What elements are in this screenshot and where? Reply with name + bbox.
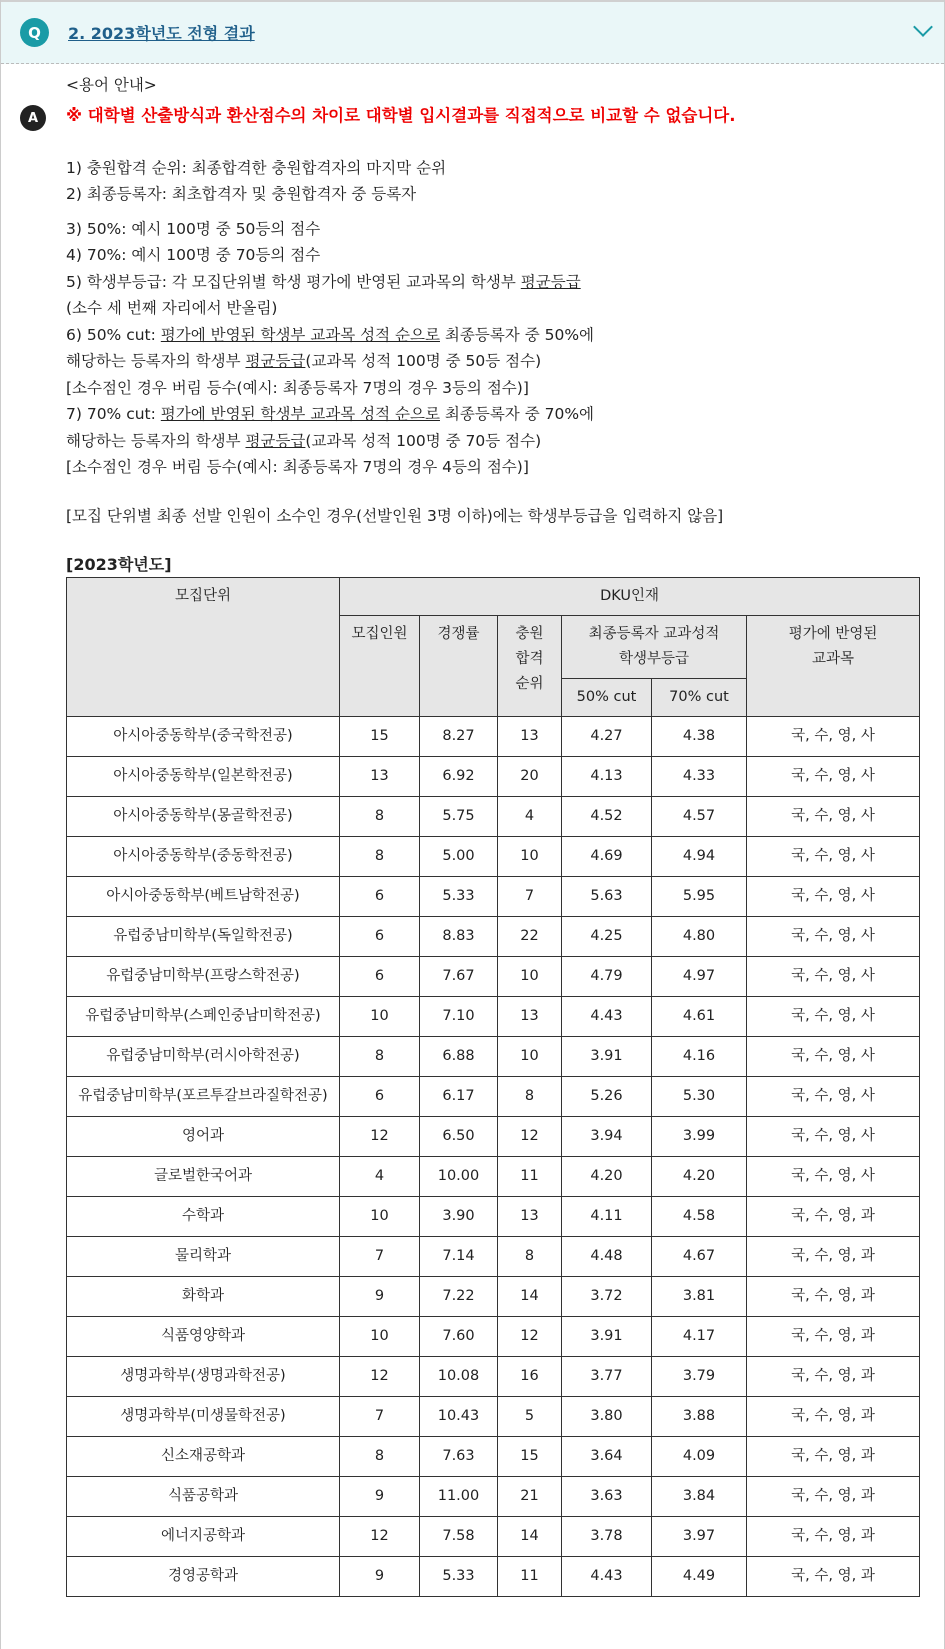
cell-cut50: 3.91 [562, 1317, 652, 1357]
cell-unit: 에너지공학과 [67, 1517, 340, 1557]
cell-count: 4 [340, 1157, 420, 1197]
cell-rank: 7 [498, 877, 562, 917]
cell-cut70: 4.17 [652, 1317, 747, 1357]
cell-rank: 8 [498, 1237, 562, 1277]
cell-cut70: 4.94 [652, 837, 747, 877]
cell-unit: 신소재공학과 [67, 1437, 340, 1477]
cell-unit: 물리학과 [67, 1237, 340, 1277]
table-row [67, 1477, 920, 1517]
cell-unit: 유럽중남미학부(러시아학전공) [67, 1037, 340, 1077]
cell-subjects: 국, 수, 영, 과 [747, 1477, 920, 1517]
cell-unit: 수학과 [67, 1197, 340, 1237]
cell-rank: 16 [498, 1357, 562, 1397]
cell-count: 13 [340, 757, 420, 797]
cell-unit: 유럽중남미학부(스페인중남미학전공) [67, 997, 340, 1037]
cell-subjects: 국, 수, 영, 사 [747, 717, 920, 757]
cell-subjects: 국, 수, 영, 과 [747, 1317, 920, 1357]
table-row [67, 1197, 920, 1237]
cell-rate: 10.43 [420, 1397, 498, 1437]
table-row [67, 1397, 920, 1437]
cell-cut70: 3.84 [652, 1477, 747, 1517]
cell-subjects: 국, 수, 영, 사 [747, 1157, 920, 1197]
cell-count: 12 [340, 1357, 420, 1397]
cell-unit: 유럽중남미학부(포르투갈브라질학전공) [67, 1077, 340, 1117]
cell-count: 6 [340, 917, 420, 957]
header-grade: 최종등록자 교과성적 학생부등급 [562, 616, 747, 679]
guide-line: 3) 50%: 예시 100명 중 50등의 점수 [66, 219, 321, 238]
cell-cut70: 4.38 [652, 717, 747, 757]
guide-line-6b: 해당하는 등록자의 학생부 평균등급(교과목 성적 100명 중 50등 점수) [66, 352, 542, 370]
cell-count: 12 [340, 1517, 420, 1557]
cell-subjects: 국, 수, 영, 사 [747, 877, 920, 917]
header-rate: 경쟁률 [420, 616, 498, 717]
cell-subjects: 국, 수, 영, 사 [747, 1077, 920, 1117]
cell-cut70: 4.61 [652, 997, 747, 1037]
cell-rank: 11 [498, 1557, 562, 1597]
cell-cut50: 5.26 [562, 1077, 652, 1117]
guide-line: 2) 최종등록자: 최초합격자 및 충원합격자 중 등록자 [66, 185, 417, 203]
cell-rate: 7.10 [420, 997, 498, 1037]
cell-rank: 20 [498, 757, 562, 797]
cell-subjects: 국, 수, 영, 사 [747, 1117, 920, 1157]
cell-count: 10 [340, 1197, 420, 1237]
cell-unit: 식품공학과 [67, 1477, 340, 1517]
cell-rate: 10.00 [420, 1157, 498, 1197]
table-row [67, 1157, 920, 1197]
cell-count: 6 [340, 957, 420, 997]
cell-count: 12 [340, 1117, 420, 1157]
header-70cut: 70% cut [652, 679, 747, 717]
table-row [67, 1517, 920, 1557]
table-row [67, 717, 920, 757]
cell-cut50: 4.79 [562, 957, 652, 997]
cell-rate: 5.33 [420, 1557, 498, 1597]
table-row [67, 997, 920, 1037]
cell-rate: 7.14 [420, 1237, 498, 1277]
cell-cut50: 3.78 [562, 1517, 652, 1557]
cell-unit: 아시아중동학부(중국학전공) [67, 717, 340, 757]
table-row [67, 877, 920, 917]
note-text: [모집 단위별 최종 선발 인원이 소수인 경우(선발인원 3명 이하)에는 학생부등급을 입력하지 않음] [66, 506, 724, 525]
cell-cut50: 3.63 [562, 1477, 652, 1517]
cell-cut50: 4.25 [562, 917, 652, 957]
cell-subjects: 국, 수, 영, 과 [747, 1237, 920, 1277]
cell-cut50: 3.64 [562, 1437, 652, 1477]
guide-line-7c: [소수점인 경우 버림 등수(예시: 최종등록자 7명의 경우 4등의 점수)] [66, 458, 529, 476]
header-unit: 모집단위 [67, 578, 340, 717]
cell-rate: 11.00 [420, 1477, 498, 1517]
cell-count: 8 [340, 1437, 420, 1477]
cell-rank: 10 [498, 1037, 562, 1077]
cell-cut70: 5.30 [652, 1077, 747, 1117]
cell-rate: 8.27 [420, 717, 498, 757]
table-row [67, 1277, 920, 1317]
cell-rank: 10 [498, 837, 562, 877]
cell-count: 7 [340, 1397, 420, 1437]
cell-unit: 생명과학부(생명과학전공) [67, 1357, 340, 1397]
cell-cut70: 4.20 [652, 1157, 747, 1197]
cell-cut70: 4.80 [652, 917, 747, 957]
a-badge: A [20, 105, 46, 131]
answer-body [1, 64, 944, 577]
cell-unit: 유럽중남미학부(독일학전공) [67, 917, 340, 957]
cell-rank: 10 [498, 957, 562, 997]
cell-count: 6 [340, 1077, 420, 1117]
q-badge: Q [20, 18, 49, 47]
header-subjects: 평가에 반영된 교과목 [747, 616, 920, 717]
cell-rank: 13 [498, 717, 562, 757]
cell-unit: 글로벌한국어과 [67, 1157, 340, 1197]
cell-rate: 8.83 [420, 917, 498, 957]
cell-cut50: 3.80 [562, 1397, 652, 1437]
cell-cut50: 4.52 [562, 797, 652, 837]
cell-rate: 3.90 [420, 1197, 498, 1237]
year-heading: [2023학년도] [66, 555, 172, 574]
header-count: 모집인원 [340, 616, 420, 717]
question-title[interactable]: 2. 2023학년도 전형 결과 [68, 24, 255, 43]
table-row [67, 1357, 920, 1397]
cell-rate: 7.63 [420, 1437, 498, 1477]
cell-cut70: 3.79 [652, 1357, 747, 1397]
cell-cut50: 4.27 [562, 717, 652, 757]
guide-line-7: 7) 70% cut: 평가에 반영된 학생부 교과목 성적 순으로 최종등록자 중 70%에 [66, 405, 595, 423]
cell-rank: 12 [498, 1317, 562, 1357]
cell-count: 10 [340, 997, 420, 1037]
cell-cut70: 3.81 [652, 1277, 747, 1317]
question-header[interactable] [1, 0, 944, 64]
cell-rate: 5.00 [420, 837, 498, 877]
cell-cut70: 4.09 [652, 1437, 747, 1477]
cell-rank: 14 [498, 1277, 562, 1317]
table-row [67, 917, 920, 957]
cell-unit: 유럽중남미학부(프랑스학전공) [67, 957, 340, 997]
cell-rank: 11 [498, 1157, 562, 1197]
cell-cut70: 4.33 [652, 757, 747, 797]
cell-rank: 12 [498, 1117, 562, 1157]
cell-count: 7 [340, 1237, 420, 1277]
guide-line-6c: [소수점인 경우 버림 등수(예시: 최종등록자 7명의 경우 3등의 점수)] [66, 378, 529, 397]
cell-cut70: 4.97 [652, 957, 747, 997]
cell-cut70: 3.88 [652, 1397, 747, 1437]
guide-line-7b: 해당하는 등록자의 학생부 평균등급(교과목 성적 100명 중 70등 점수) [66, 431, 542, 450]
cell-unit: 영어과 [67, 1117, 340, 1157]
cell-cut70: 4.57 [652, 797, 747, 837]
cell-rank: 13 [498, 1197, 562, 1237]
cell-rank: 4 [498, 797, 562, 837]
cell-subjects: 국, 수, 영, 과 [747, 1277, 920, 1317]
cell-subjects: 국, 수, 영, 사 [747, 957, 920, 997]
cell-count: 8 [340, 1037, 420, 1077]
table-row [67, 1237, 920, 1277]
cell-cut50: 4.13 [562, 757, 652, 797]
table-row [67, 757, 920, 797]
cell-count: 9 [340, 1477, 420, 1517]
cell-subjects: 국, 수, 영, 사 [747, 1037, 920, 1077]
guide-line-5: 5) 학생부등급: 각 모집단위별 학생 평가에 반영된 교과목의 학생부 평균등급 [66, 272, 581, 291]
table-row [67, 1437, 920, 1477]
table-row [67, 957, 920, 997]
cell-cut70: 3.99 [652, 1117, 747, 1157]
cell-count: 9 [340, 1277, 420, 1317]
chevron-down-icon[interactable] [913, 17, 933, 37]
cell-rank: 14 [498, 1517, 562, 1557]
cell-unit: 생명과학부(미생물학전공) [67, 1397, 340, 1437]
guide-line-6: 6) 50% cut: 평가에 반영된 학생부 교과목 성적 순으로 최종등록자 중 50%에 [66, 325, 595, 344]
cell-count: 10 [340, 1317, 420, 1357]
cell-count: 6 [340, 877, 420, 917]
cell-rank: 21 [498, 1477, 562, 1517]
results-table [66, 577, 920, 1597]
cell-rate: 10.08 [420, 1357, 498, 1397]
cell-rank: 8 [498, 1077, 562, 1117]
cell-subjects: 국, 수, 영, 과 [747, 1557, 920, 1597]
cell-cut70: 5.95 [652, 877, 747, 917]
cell-unit: 아시아중동학부(베트남학전공) [67, 877, 340, 917]
cell-rate: 7.22 [420, 1277, 498, 1317]
cell-subjects: 국, 수, 영, 사 [747, 997, 920, 1037]
guide-line: 1) 충원합격 순위: 최종합격한 충원합격자의 마지막 순위 [66, 158, 447, 177]
cell-count: 15 [340, 717, 420, 757]
table-row [67, 797, 920, 837]
cell-rate: 6.17 [420, 1077, 498, 1117]
cell-unit: 경영공학과 [67, 1557, 340, 1597]
cell-cut50: 4.69 [562, 837, 652, 877]
table-row [67, 1037, 920, 1077]
cell-count: 8 [340, 837, 420, 877]
cell-subjects: 국, 수, 영, 과 [747, 1437, 920, 1477]
guide-title: <용어 안내> [66, 76, 157, 94]
cell-cut50: 4.48 [562, 1237, 652, 1277]
cell-count: 8 [340, 797, 420, 837]
cell-rate: 6.92 [420, 757, 498, 797]
cell-rate: 5.75 [420, 797, 498, 837]
table-row [67, 837, 920, 877]
cell-rate: 7.67 [420, 957, 498, 997]
cell-cut70: 4.67 [652, 1237, 747, 1277]
cell-rate: 6.50 [420, 1117, 498, 1157]
cell-cut50: 4.43 [562, 1557, 652, 1597]
cell-unit: 아시아중동학부(몽골학전공) [67, 797, 340, 837]
cell-cut50: 3.77 [562, 1357, 652, 1397]
cell-cut50: 3.72 [562, 1277, 652, 1317]
table-row [67, 1317, 920, 1357]
cell-subjects: 국, 수, 영, 사 [747, 757, 920, 797]
cell-subjects: 국, 수, 영, 사 [747, 797, 920, 837]
guide-line: 4) 70%: 예시 100명 중 70등의 점수 [66, 246, 321, 264]
header-50cut: 50% cut [562, 679, 652, 717]
cell-rate: 5.33 [420, 877, 498, 917]
cell-subjects: 국, 수, 영, 사 [747, 917, 920, 957]
cell-cut70: 4.49 [652, 1557, 747, 1597]
cell-cut70: 4.16 [652, 1037, 747, 1077]
cell-cut70: 3.97 [652, 1517, 747, 1557]
cell-unit: 화학과 [67, 1277, 340, 1317]
cell-rank: 13 [498, 997, 562, 1037]
cell-cut50: 3.91 [562, 1037, 652, 1077]
cell-rank: 22 [498, 917, 562, 957]
cell-cut50: 4.11 [562, 1197, 652, 1237]
cell-rate: 7.58 [420, 1517, 498, 1557]
cell-subjects: 국, 수, 영, 과 [747, 1397, 920, 1437]
cell-rank: 15 [498, 1437, 562, 1477]
guide-line-5b: (소수 세 번째 자리에서 반올림) [66, 299, 278, 317]
table-row [67, 1557, 920, 1597]
cell-subjects: 국, 수, 영, 사 [747, 837, 920, 877]
cell-cut50: 4.43 [562, 997, 652, 1037]
cell-cut50: 4.20 [562, 1157, 652, 1197]
cell-rank: 5 [498, 1397, 562, 1437]
cell-count: 9 [340, 1557, 420, 1597]
cell-unit: 아시아중동학부(중동학전공) [67, 837, 340, 877]
table-row [67, 1077, 920, 1117]
cell-cut50: 5.63 [562, 877, 652, 917]
header-group: DKU인재 [340, 578, 920, 616]
cell-rate: 7.60 [420, 1317, 498, 1357]
cell-rate: 6.88 [420, 1037, 498, 1077]
warning-text: ※ 대학별 산출방식과 환산점수의 차이로 대학별 입시결과를 직접적으로 비교할 수 없습니다. [66, 105, 736, 125]
cell-subjects: 국, 수, 영, 과 [747, 1357, 920, 1397]
header-rank: 충원 합격 순위 [498, 616, 562, 717]
cell-subjects: 국, 수, 영, 과 [747, 1197, 920, 1237]
cell-subjects: 국, 수, 영, 과 [747, 1517, 920, 1557]
cell-unit: 식품영양학과 [67, 1317, 340, 1357]
cell-unit: 아시아중동학부(일본학전공) [67, 757, 340, 797]
cell-cut70: 4.58 [652, 1197, 747, 1237]
cell-cut50: 3.94 [562, 1117, 652, 1157]
table-row [67, 1117, 920, 1157]
